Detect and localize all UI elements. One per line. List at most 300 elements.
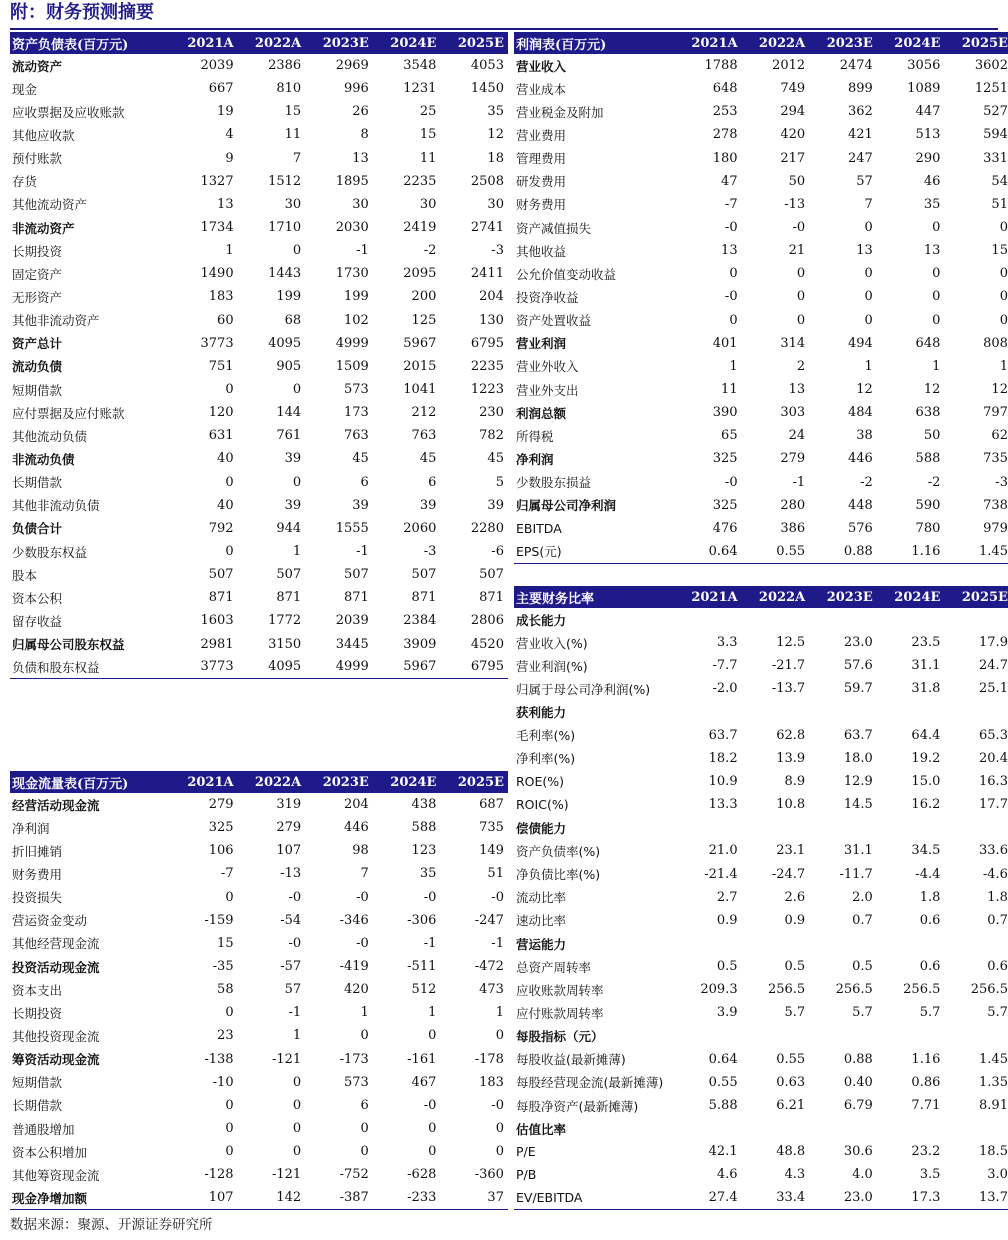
cell-value: 25 — [419, 104, 437, 120]
cell-value: 13 — [721, 243, 738, 259]
table-row — [10, 1186, 508, 1209]
cell-value: -128 — [204, 1167, 234, 1183]
cell-value: 18.0 — [843, 750, 873, 766]
cell-value: 3773 — [170, 656, 238, 679]
cell-value — [877, 1025, 945, 1048]
cell-value: 1450 — [470, 81, 504, 97]
cell-value: -0 — [288, 935, 302, 951]
row-label: 每股净资产(最新摊薄) — [516, 1098, 639, 1114]
cell-value: 294 — [780, 104, 806, 120]
cell-value: 144 — [276, 405, 302, 421]
row-label: 获利能力 — [516, 705, 567, 721]
table-row — [514, 932, 1008, 955]
row-label: 其他非流动资产 — [12, 313, 100, 329]
cell-value: -2.0 — [712, 681, 738, 697]
table-row — [10, 309, 508, 332]
cell-value: 13 — [352, 150, 369, 166]
table-row — [514, 494, 1008, 517]
cell-value: 576 — [847, 520, 873, 536]
cell-value: -0 — [724, 474, 738, 490]
row-label: 其他应收款 — [12, 127, 75, 143]
table-row — [514, 1117, 1008, 1140]
cell-value: 1443 — [268, 266, 302, 282]
row-label: 营运资金变动 — [12, 913, 88, 929]
cell-value: 0 — [796, 266, 806, 282]
cell-value: 8 — [360, 127, 369, 143]
table-row — [10, 494, 508, 517]
table-row — [514, 816, 1008, 839]
cell-value: 527 — [983, 104, 1008, 120]
cell-value: -4.4 — [915, 866, 941, 882]
cell-value: 1509 — [335, 358, 369, 374]
cell-value: 905 — [276, 358, 302, 374]
cell-value: 1223 — [470, 382, 504, 398]
cell-value: 0 — [225, 382, 234, 398]
row-label: 现金净增加额 — [10, 1186, 170, 1209]
table-row — [10, 100, 508, 123]
cell-value: -0 — [724, 289, 738, 305]
cell-value: 30 — [419, 196, 437, 212]
cell-value: 24.7 — [979, 658, 1008, 674]
cell-value: 507 — [411, 567, 437, 583]
table-row — [514, 770, 1008, 793]
cell-value: 0 — [292, 1144, 302, 1160]
row-label: 财务费用 — [12, 866, 63, 882]
cell-value: 0 — [729, 312, 738, 328]
cell-value: 0 — [360, 1028, 369, 1044]
cell-value: 590 — [915, 497, 941, 513]
cell-value — [742, 816, 810, 839]
row-label: 流动资产 — [12, 58, 63, 74]
table-header-row — [10, 32, 508, 54]
row-label: 营业税金及附加 — [516, 104, 604, 120]
cell-value: 57.6 — [843, 658, 873, 674]
cell-value — [674, 608, 742, 631]
cell-value: -346 — [339, 912, 369, 928]
table-row — [10, 932, 508, 955]
row-label: 应收票据及应收账款 — [12, 104, 125, 120]
row-label: 净利率(%) — [516, 751, 576, 767]
cell-value: -0 — [491, 889, 504, 905]
cell-value: -0 — [288, 889, 302, 905]
cell-value: 4095 — [238, 656, 306, 679]
row-label: 每股经营现金流(最新摊薄) — [516, 1075, 664, 1091]
cell-value: 871 — [276, 590, 302, 606]
row-label: 归属母公司净利润 — [516, 498, 617, 514]
balance-sheet-table — [10, 32, 508, 679]
cell-value: -13 — [784, 196, 806, 212]
table-row — [514, 1025, 1008, 1048]
row-label: 其他流动负债 — [12, 428, 88, 444]
cell-value: 0 — [932, 266, 941, 282]
cell-value: -2 — [927, 474, 941, 490]
row-label: 长期投资 — [12, 1005, 63, 1021]
cell-value: 0.55 — [708, 1074, 738, 1090]
cell-value: 2235 — [470, 358, 504, 374]
table-row — [10, 401, 508, 424]
table-title: 利润表(百万元) — [514, 32, 674, 54]
cell-value: 446 — [343, 820, 369, 836]
row-label: 毛利率(%) — [516, 728, 576, 744]
cell-value: 123 — [411, 843, 437, 859]
row-label: 应付账款周转率 — [516, 1005, 604, 1021]
cell-value: 16.3 — [979, 774, 1008, 790]
cell-value: 64.4 — [911, 727, 941, 743]
table-row — [514, 193, 1008, 216]
cell-value: 573 — [343, 1074, 369, 1090]
cell-value: 23.1 — [776, 843, 806, 859]
row-label: 总资产周转率 — [516, 959, 592, 975]
cell-value: 1 — [428, 1005, 437, 1021]
table-row — [10, 978, 508, 1001]
cell-value: 14.5 — [843, 797, 873, 813]
table-row — [10, 147, 508, 170]
row-label: 营运能力 — [516, 936, 567, 952]
cell-value: 256.5 — [903, 982, 941, 998]
cell-value: 2060 — [403, 520, 437, 536]
cell-value: 19.2 — [911, 750, 941, 766]
table-row — [514, 285, 1008, 308]
row-label: 留存收益 — [12, 613, 63, 629]
cell-value: 3445 — [335, 636, 369, 652]
row-label: 营业外支出 — [516, 382, 579, 398]
cell-value: 899 — [847, 81, 873, 97]
cell-value: -35 — [212, 959, 234, 975]
cell-value: 0 — [999, 312, 1008, 328]
cell-value: 0.7 — [852, 912, 873, 928]
table-row — [10, 285, 508, 308]
cell-value: 1 — [225, 243, 234, 259]
cell-value: 2.0 — [852, 889, 873, 905]
cell-value: 0 — [428, 1144, 437, 1160]
cell-value — [877, 932, 945, 955]
table-row — [514, 747, 1008, 770]
table-row — [10, 1117, 508, 1140]
year-header: 2022A — [742, 32, 810, 54]
year-header: 2022A — [238, 771, 306, 793]
cell-value — [674, 701, 742, 724]
table-title: 现金流量表(百万元) — [10, 771, 170, 793]
row-label: ROIC(%) — [516, 797, 569, 813]
cell-value: 5 — [495, 474, 504, 490]
row-label: P/B — [516, 1167, 537, 1183]
cell-value: 25.1 — [979, 681, 1008, 697]
table-row — [514, 147, 1008, 170]
cell-value: -387 — [305, 1186, 373, 1209]
cell-value: 0.64 — [674, 540, 742, 563]
cell-value: 18.2 — [708, 750, 738, 766]
cell-value: 279 — [276, 820, 302, 836]
cell-value — [944, 701, 1008, 724]
year-header: 2023E — [305, 771, 373, 793]
cell-value: 996 — [343, 81, 369, 97]
row-label: 管理费用 — [516, 151, 567, 167]
cell-value: 1772 — [268, 613, 302, 629]
cell-value: 1555 — [335, 520, 369, 536]
cell-value: 16.2 — [911, 797, 941, 813]
cell-value: 0.40 — [843, 1074, 873, 1090]
cell-value: 149 — [479, 843, 504, 859]
cell-value: -24.7 — [771, 866, 806, 882]
cell-value: 23.5 — [911, 635, 941, 651]
cell-value: 2039 — [335, 613, 369, 629]
table-row — [514, 401, 1008, 424]
row-label: 估值比率 — [516, 1121, 567, 1137]
table-row — [10, 1071, 508, 1094]
cell-value: 2474 — [839, 58, 873, 74]
cell-value: 35 — [923, 196, 941, 212]
cell-value: 0 — [225, 889, 234, 905]
source-footnote: 数据来源：聚源、开源证券研究所 — [10, 1217, 213, 1233]
cell-value: -1 — [792, 474, 806, 490]
cell-value: 6.79 — [843, 1098, 873, 1114]
cell-value: 33.4 — [742, 1187, 810, 1210]
row-label: 每股收益(最新摊薄) — [516, 1052, 626, 1068]
cell-value: 15 — [284, 104, 302, 120]
row-label: 负债合计 — [12, 521, 63, 537]
cell-value: 58 — [217, 982, 234, 998]
year-header: 2024E — [877, 32, 945, 54]
row-label: 资产减值损失 — [516, 220, 592, 236]
cell-value: 183 — [479, 1074, 504, 1090]
cell-value: 1710 — [268, 220, 302, 236]
table-row — [514, 262, 1008, 285]
cell-value: 24 — [788, 428, 806, 444]
table-row — [10, 355, 508, 378]
cell-value: -6 — [491, 544, 504, 560]
cell-value: 3.9 — [716, 1005, 738, 1021]
cell-value: 648 — [712, 81, 738, 97]
cell-value: 3548 — [403, 58, 437, 74]
cell-value: 5.7 — [919, 1005, 941, 1021]
table-row — [10, 77, 508, 100]
row-label: 研发费用 — [516, 174, 567, 190]
table-row — [10, 517, 508, 540]
cell-value: 19 — [217, 104, 234, 120]
year-header: 2023E — [809, 32, 877, 54]
cell-value: 0 — [292, 1121, 302, 1137]
cell-value: 0 — [932, 312, 941, 328]
cell-value — [809, 608, 877, 631]
row-label: 资本公积 — [12, 590, 63, 606]
cell-value: 325 — [208, 820, 234, 836]
cell-value: 1.16 — [911, 1051, 941, 1067]
cell-value: 39 — [352, 497, 369, 513]
cell-value: 3.5 — [919, 1167, 941, 1183]
table-row — [514, 540, 1008, 563]
row-label: 资产负债率(%) — [516, 843, 601, 859]
cell-value: 6 — [428, 474, 437, 490]
table-row — [10, 839, 508, 862]
row-label: 少数股东损益 — [516, 475, 592, 491]
cell-value: 23.0 — [809, 1187, 877, 1210]
cell-value: 0 — [225, 544, 234, 560]
cell-value: 512 — [411, 982, 437, 998]
cell-value: 31.1 — [911, 658, 941, 674]
cell-value: 2411 — [470, 266, 504, 282]
cell-value: 0.55 — [776, 1051, 806, 1067]
table-row — [514, 677, 1008, 700]
cell-value: 0 — [495, 1028, 504, 1044]
cell-value: 0 — [999, 220, 1008, 236]
table-row — [10, 1001, 508, 1024]
cell-value: 13.7 — [944, 1187, 1008, 1210]
cell-value — [877, 816, 945, 839]
table-row — [10, 633, 508, 656]
cell-value: 390 — [712, 405, 738, 421]
cell-value: 6.21 — [776, 1098, 806, 1114]
row-label: EBITDA — [516, 520, 562, 536]
row-label: 预付账款 — [12, 151, 63, 167]
cell-value: 2806 — [470, 613, 504, 629]
cell-value: 0 — [796, 312, 806, 328]
cell-value: -1 — [356, 243, 369, 259]
row-label: 每股指标（元） — [516, 1029, 604, 1045]
cell-value: 209.3 — [700, 982, 738, 998]
cell-value: 0 — [292, 243, 302, 259]
cell-value: 12 — [856, 382, 873, 398]
cell-value: 3.0 — [987, 1167, 1008, 1183]
cell-value: 54 — [991, 173, 1008, 189]
cell-value: 4999 — [335, 335, 369, 351]
year-header: 2021A — [674, 586, 742, 608]
cell-value: 30 — [487, 196, 504, 212]
row-label: 营业收入 — [516, 58, 567, 74]
cell-value: 0.64 — [708, 1051, 738, 1067]
cell-value: 98 — [352, 843, 369, 859]
cell-value: 761 — [276, 428, 302, 444]
cell-value: 48.8 — [776, 1144, 806, 1160]
table-row — [514, 447, 1008, 470]
cell-value: -7 — [220, 866, 234, 882]
cell-value — [944, 608, 1008, 631]
table-title: 资产负债表(百万元) — [10, 32, 170, 54]
cell-value: -511 — [407, 959, 437, 975]
cell-value: 40 — [217, 451, 234, 467]
cell-value: 588 — [915, 451, 941, 467]
cell-value: 10.8 — [776, 797, 806, 813]
cell-value: 1327 — [200, 173, 234, 189]
row-label: 归属母公司股东权益 — [12, 637, 125, 653]
cell-value: 290 — [915, 150, 941, 166]
cell-value: 1 — [932, 358, 941, 374]
cell-value: 50 — [788, 173, 806, 189]
table-row — [10, 862, 508, 885]
cell-value: 102 — [343, 312, 369, 328]
cell-value: 63.7 — [708, 727, 738, 743]
table-header-row — [514, 32, 1008, 54]
cell-value: 763 — [343, 428, 369, 444]
cell-value: 45 — [487, 451, 504, 467]
row-label: 财务费用 — [516, 197, 567, 213]
cell-value: 130 — [479, 312, 504, 328]
cell-value: 507 — [343, 567, 369, 583]
cell-value: 37 — [440, 1186, 508, 1209]
cell-value — [944, 932, 1008, 955]
cell-value: 199 — [343, 289, 369, 305]
table-row — [10, 886, 508, 909]
cell-value: 13 — [217, 196, 234, 212]
cell-value: 0.86 — [911, 1074, 941, 1090]
cell-value: 1788 — [704, 58, 738, 74]
cell-value: 42.1 — [708, 1144, 738, 1160]
cell-value: 12 — [923, 382, 941, 398]
cell-value: 107 — [170, 1186, 238, 1209]
row-label: 成长能力 — [516, 612, 567, 628]
cell-value: 106 — [208, 843, 234, 859]
cell-value: -21.7 — [771, 658, 806, 674]
cell-value — [674, 1117, 742, 1140]
cell-value: -752 — [339, 1167, 369, 1183]
cell-value: 30 — [352, 196, 369, 212]
cell-value: -0 — [724, 220, 738, 236]
row-label: 非流动负债 — [12, 451, 75, 467]
table-row — [10, 793, 508, 816]
cell-value: 2030 — [335, 220, 369, 236]
cell-value: 279 — [780, 451, 806, 467]
cell-value: 871 — [208, 590, 234, 606]
cell-value — [742, 932, 810, 955]
row-label: 短期借款 — [12, 382, 63, 398]
cell-value: 18 — [487, 150, 504, 166]
cell-value: 15 — [217, 935, 234, 951]
cell-value: 573 — [343, 382, 369, 398]
table-title: 主要财务比率 — [514, 586, 674, 608]
cell-value: 2741 — [470, 220, 504, 236]
cell-value: 10.9 — [708, 774, 738, 790]
cell-value: 0 — [932, 220, 941, 236]
cell-value: 107 — [276, 843, 302, 859]
cell-value: 2039 — [200, 58, 234, 74]
cell-value: 3150 — [268, 636, 302, 652]
row-label: 投资损失 — [12, 890, 63, 906]
cell-value: -472 — [474, 959, 504, 975]
cell-value: 2 — [796, 358, 806, 374]
cell-value: 0.88 — [843, 1051, 873, 1067]
cell-value: 648 — [915, 335, 941, 351]
cell-value: 1 — [729, 358, 738, 374]
cell-value: 4095 — [268, 335, 302, 351]
cell-value — [674, 816, 742, 839]
cell-value: 23.2 — [911, 1144, 941, 1160]
row-label: 公允价值变动收益 — [516, 266, 617, 282]
year-header: 2025E — [440, 771, 508, 793]
cell-value: 1231 — [403, 81, 437, 97]
cell-value: 0 — [292, 1097, 302, 1113]
cell-value: 31.1 — [843, 843, 873, 859]
cell-value: -0 — [356, 935, 369, 951]
cell-value: 35 — [419, 866, 437, 882]
cell-value: -173 — [339, 1051, 369, 1067]
cell-value: 0 — [225, 474, 234, 490]
cell-value: 2386 — [268, 58, 302, 74]
cell-value: 5.7 — [852, 1005, 873, 1021]
cell-value: 0.7 — [987, 912, 1008, 928]
cell-value: 1 — [999, 358, 1008, 374]
cell-value: 180 — [712, 150, 738, 166]
cell-value: -628 — [407, 1167, 437, 1183]
row-label: 其他非流动负债 — [12, 498, 100, 514]
cell-value: 13 — [923, 243, 941, 259]
cell-value: 173 — [343, 405, 369, 421]
cell-value: 2235 — [403, 173, 437, 189]
row-label: 其他收益 — [516, 243, 567, 259]
year-header: 2021A — [170, 32, 238, 54]
cell-value: 230 — [479, 405, 504, 421]
cell-value: 1603 — [200, 613, 234, 629]
cell-value: 7 — [864, 196, 873, 212]
table-row — [514, 77, 1008, 100]
